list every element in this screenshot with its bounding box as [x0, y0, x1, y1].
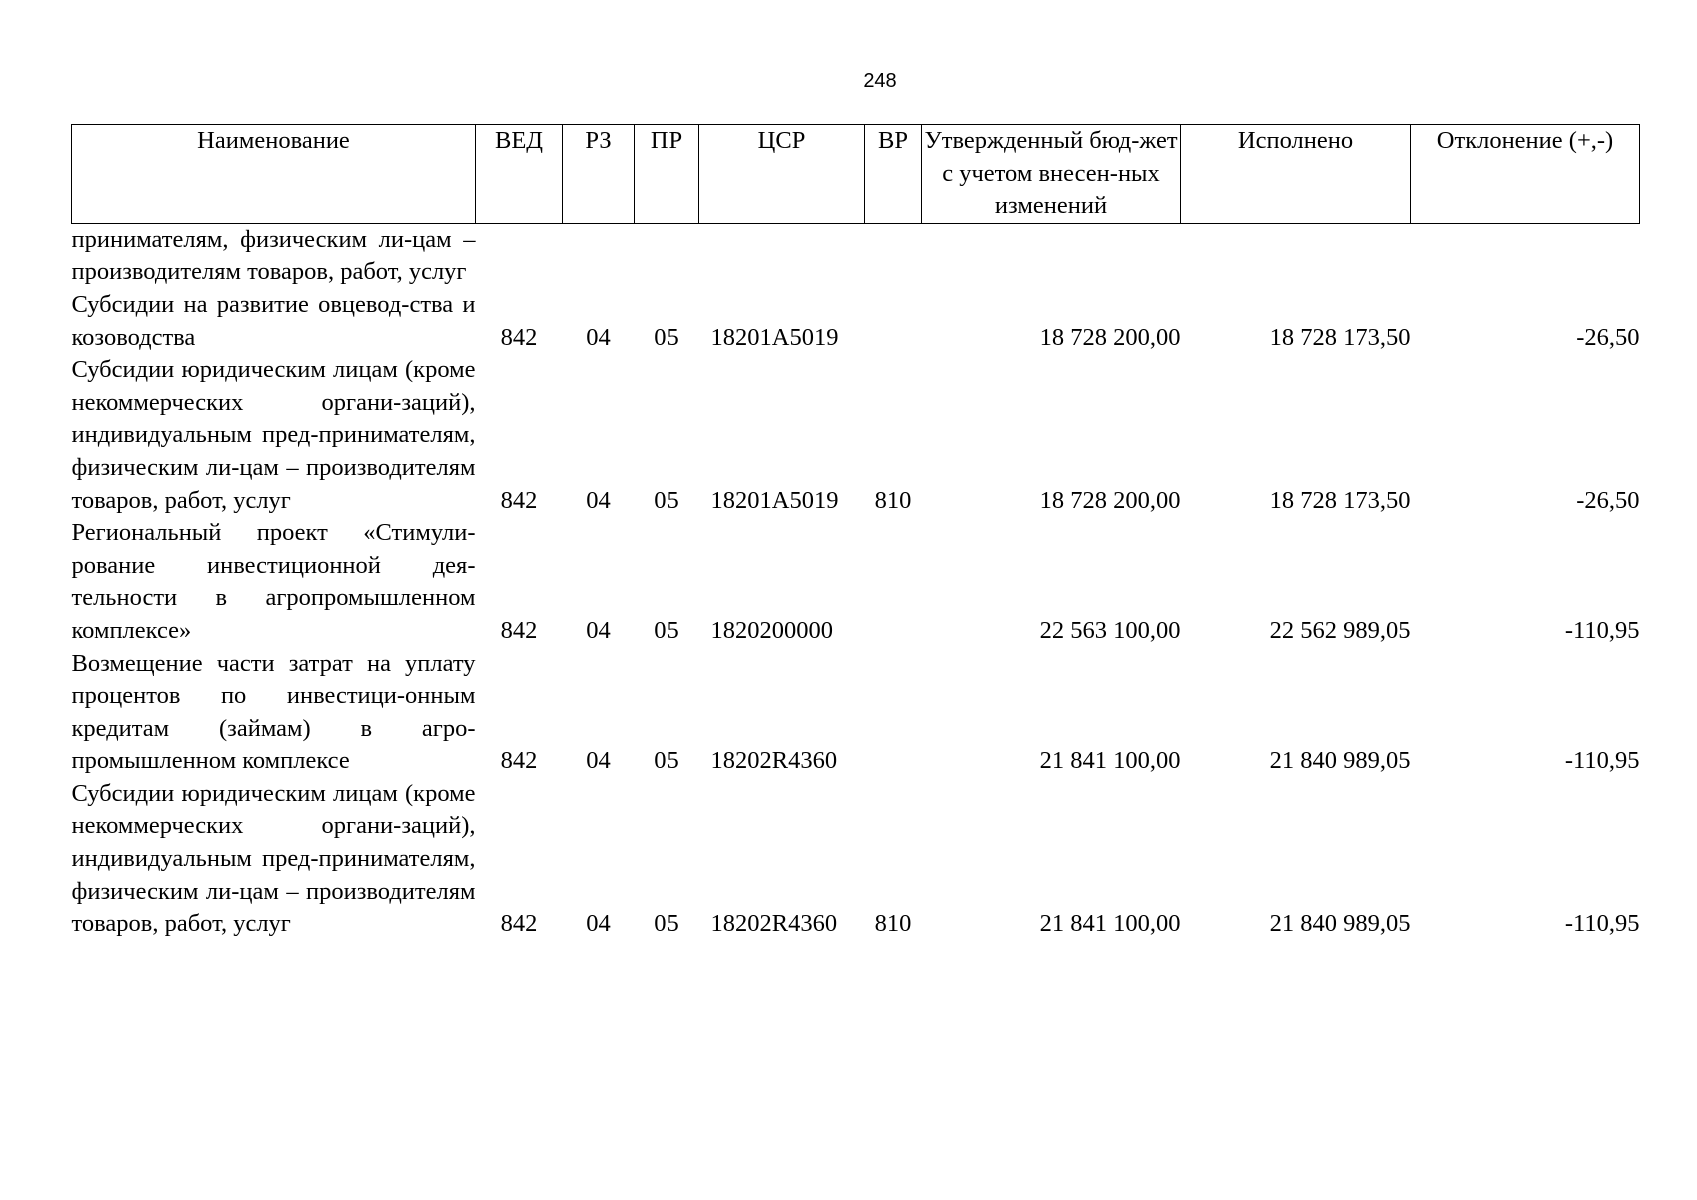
row-pr: 05 — [654, 747, 679, 775]
page-number: 248 — [863, 70, 897, 92]
row-ved: 842 — [500, 486, 538, 514]
row-deviation: -26,50 — [1576, 486, 1640, 514]
header-pr: ПР — [635, 125, 699, 224]
row-deviation: -110,95 — [1564, 910, 1640, 938]
row-name: принимателям, физическим ли-цам – производителям товаров, работ, услуг — [71, 225, 476, 286]
header-executed: Исполнено — [1181, 125, 1411, 224]
row-csr — [699, 223, 865, 289]
row-rz: 04 — [586, 616, 611, 644]
table-row — [72, 778, 1640, 941]
row-vr — [865, 648, 922, 778]
row-ved — [476, 223, 563, 289]
row-name: Возмещение части затрат на уплату процентов по инвестици-онным кредитам (займам) в агро-промышленном комплексе — [71, 649, 476, 775]
row-pr: 05 — [654, 323, 679, 351]
row-vr — [865, 289, 922, 354]
row-approved: 22 563 100,00 — [1039, 616, 1181, 644]
row-pr: 05 — [654, 910, 679, 938]
row-ved: 842 — [500, 747, 538, 775]
row-rz: 04 — [586, 910, 611, 938]
row-csr: 18201А5019 — [710, 486, 839, 514]
table-row — [72, 648, 1640, 778]
row-deviation: -110,95 — [1564, 747, 1640, 775]
table-header — [72, 125, 1640, 224]
header-rz: РЗ — [563, 125, 635, 224]
row-approved: 21 841 100,00 — [1039, 910, 1181, 938]
row-ved: 842 — [500, 323, 538, 351]
row-pr — [635, 223, 699, 289]
row-ved: 842 — [500, 910, 538, 938]
header-ved: ВЕД — [476, 125, 563, 224]
table-row — [72, 517, 1640, 647]
row-csr: 1820200000 — [710, 616, 833, 644]
row-vr: 810 — [874, 486, 912, 514]
header-csr: ЦСР — [699, 125, 865, 224]
row-executed: 21 840 989,05 — [1269, 910, 1411, 938]
row-csr: 18201А5019 — [710, 323, 839, 351]
header-approved: Утвержденный бюд-жет с учетом внесен-ных изменений — [922, 125, 1181, 224]
row-pr: 05 — [654, 486, 679, 514]
row-deviation: -110,95 — [1564, 616, 1640, 644]
row-ved: 842 — [500, 616, 538, 644]
row-deviation — [1411, 223, 1640, 289]
row-vr — [865, 517, 922, 647]
row-approved: 18 728 200,00 — [1039, 323, 1181, 351]
row-executed: 22 562 989,05 — [1269, 616, 1411, 644]
row-executed: 21 840 989,05 — [1269, 747, 1411, 775]
table-row — [72, 223, 1640, 289]
row-rz — [563, 223, 635, 289]
row-csr: 18202R4360 — [710, 747, 838, 775]
row-approved: 18 728 200,00 — [1039, 486, 1181, 514]
row-name: Субсидии юридическим лицам (кроме некоммерческих органи-заций), индивидуальным пред-принимателям, физическим ли-цам – производителям товаров, работ, услуг — [71, 779, 476, 938]
row-name: Субсидии на развитие овцевод-ства и козоводства — [71, 290, 476, 351]
row-executed: 18 728 173,50 — [1269, 486, 1411, 514]
row-rz: 04 — [586, 323, 611, 351]
row-pr: 05 — [654, 616, 679, 644]
table-row — [72, 354, 1640, 517]
row-name: Региональный проект «Стимули-рование инвестиционной дея-тельности в агропромышленном комплексе» — [71, 519, 476, 644]
row-vr — [865, 223, 922, 289]
row-rz: 04 — [586, 486, 611, 514]
table-row — [72, 289, 1640, 354]
budget-table — [71, 124, 1640, 941]
header-vr: ВР — [865, 125, 922, 224]
header-deviation: Отклонение (+,-) — [1411, 125, 1640, 224]
row-name: Субсидии юридическим лицам (кроме некоммерческих органи-заций), индивидуальным пред-принимателям, физическим ли-цам – производителям товаров, работ, услуг — [71, 356, 476, 514]
row-executed: 18 728 173,50 — [1269, 323, 1411, 351]
row-vr: 810 — [874, 910, 912, 938]
header-name: Наименование — [72, 125, 476, 224]
row-approved: 21 841 100,00 — [1039, 747, 1181, 775]
row-deviation: -26,50 — [1576, 323, 1640, 351]
row-csr: 18202R4360 — [710, 910, 838, 938]
row-executed — [1181, 223, 1411, 289]
row-approved — [922, 223, 1181, 289]
row-rz: 04 — [586, 747, 611, 775]
